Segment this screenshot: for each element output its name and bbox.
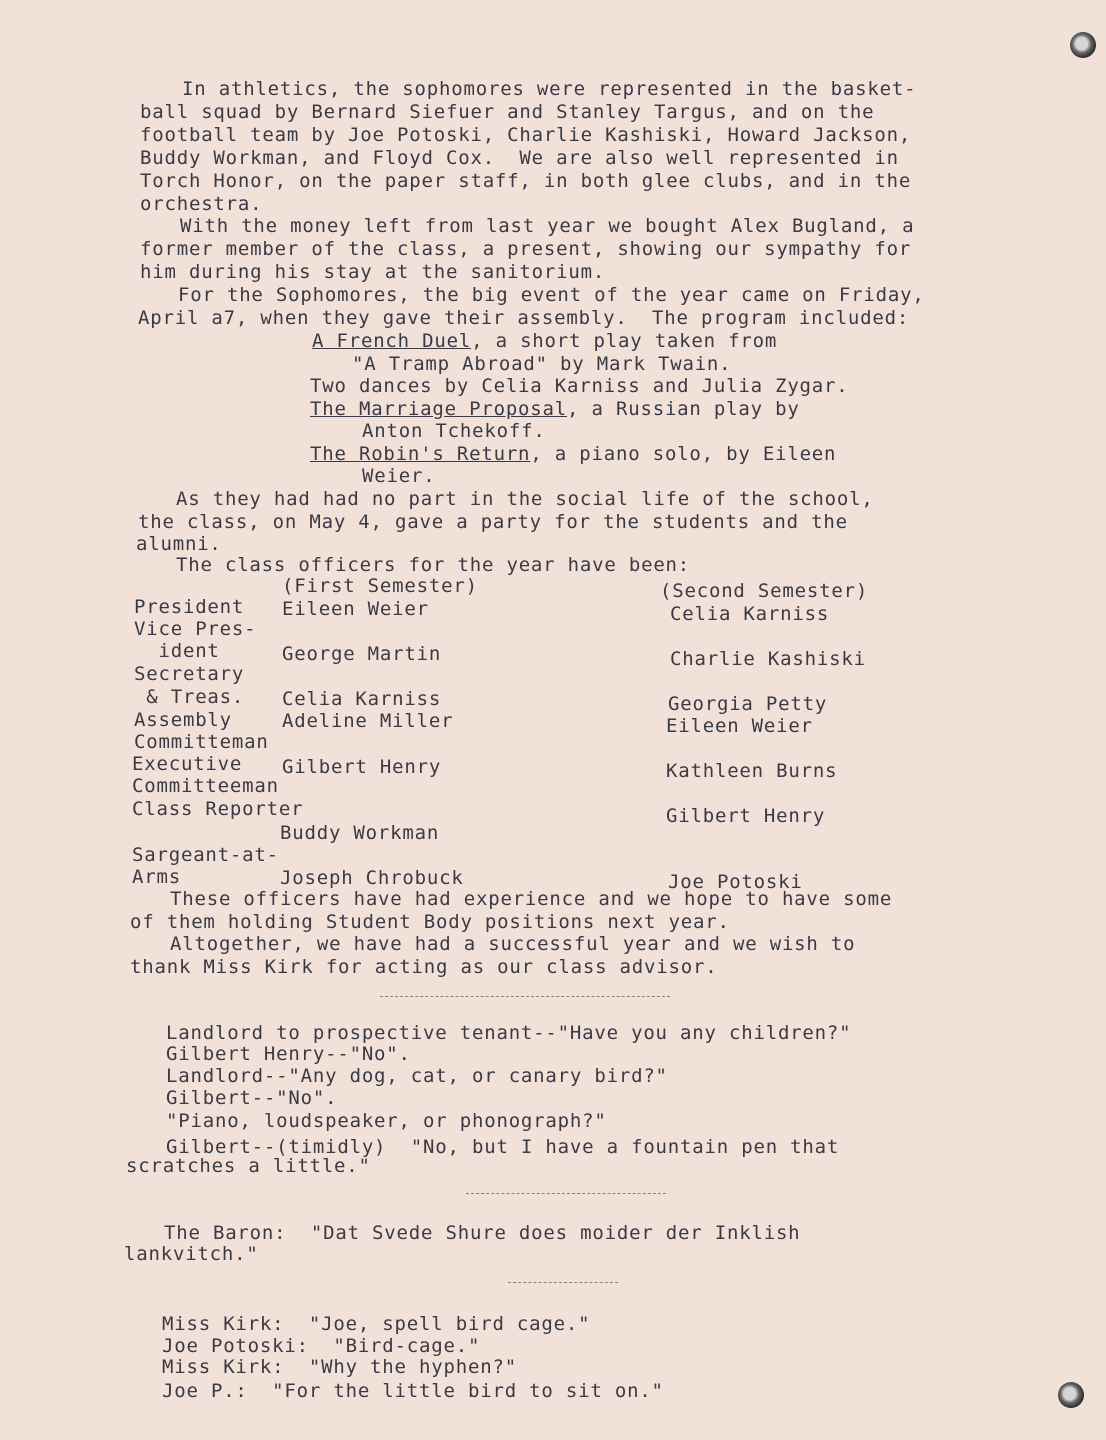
officer-role: Executive <box>132 753 243 775</box>
officer-role: Vice Pres- <box>134 618 257 640</box>
officers-intro: The class officers for the year have been: <box>176 554 691 576</box>
joke-line: lankvitch." <box>124 1243 259 1265</box>
joke-line: Miss Kirk: "Why the hyphen?" <box>162 1356 517 1378</box>
event-line: For the Sophomores, the big event of the year came on Friday, <box>178 284 925 306</box>
officer-role: Assembly <box>134 709 232 731</box>
athletics-line: Buddy Workman, and Floyd Cox. We are also well represented in <box>140 147 899 169</box>
second-semester-header: (Second Semester) <box>660 580 869 602</box>
joke-line: Gilbert--"No". <box>166 1087 338 1109</box>
divider-rule <box>380 996 670 997</box>
officer-role: Class Reporter <box>132 798 304 820</box>
closing-line: These officers have had experience and we hope to have some <box>170 888 893 910</box>
joke-line: Gilbert--(timidly) "No, but I have a fountain pen that <box>166 1136 840 1158</box>
officer-role: Arms <box>132 866 181 888</box>
athletics-line: Torch Honor, on the paper staff, in both glee clubs, and in the <box>140 170 912 192</box>
officer-role: Secretary <box>134 663 245 685</box>
officer-role: Committeeman <box>132 775 279 797</box>
closing-line: thank Miss Kirk for acting as our class advisor. <box>130 956 718 978</box>
officer-role: President <box>134 596 245 618</box>
divider-rule <box>466 1193 666 1194</box>
athletics-line: ball squad by Bernard Siefuer and Stanley Targus, and on the <box>140 101 875 123</box>
social-line: As they had had no part in the social life of the school, <box>176 488 874 510</box>
program-item-cont: Anton Tchekoff. <box>362 420 546 442</box>
social-line: alumni. <box>136 533 222 555</box>
money-line: him during his stay at the sanitorium. <box>140 261 606 283</box>
closing-line: of them holding Student Body positions next year. <box>130 911 730 933</box>
officer-second: Charlie Kashiski <box>670 648 866 670</box>
punch-hole-top <box>1070 32 1096 58</box>
athletics-line: football team by Joe Potoski, Charlie Kashiski, Howard Jackson, <box>140 124 912 146</box>
joke-line: The Baron: "Dat Svede Shure does moider der Inklish <box>164 1222 801 1244</box>
program-title: A French Duel <box>312 330 472 352</box>
program-item: Two dances by Celia Karniss and Julia Zygar. <box>310 375 849 397</box>
officer-first: Joseph Chrobuck <box>280 867 464 889</box>
program-item-cont: Weier. <box>362 465 436 487</box>
divider-rule <box>508 1282 618 1283</box>
joke-line: Joe P.: "For the little bird to sit on." <box>162 1380 664 1402</box>
social-line: the class, on May 4, gave a party for the students and the <box>138 511 848 533</box>
punch-hole-bottom <box>1058 1382 1084 1408</box>
joke-line: Gilbert Henry--"No". <box>166 1043 411 1065</box>
money-line: With the money left from last year we bought Alex Bugland, a <box>180 215 915 237</box>
officer-second: Georgia Petty <box>668 693 828 715</box>
officer-role: & Treas. <box>134 686 245 708</box>
program-item-cont: "A Tramp Abroad" by Mark Twain. <box>352 353 732 375</box>
program-item: The Marriage Proposal, a Russian play by <box>310 398 800 420</box>
first-semester-header: (First Semester) <box>282 575 478 597</box>
officer-first: Celia Karniss <box>282 688 442 710</box>
program-title: The Robin's Return <box>310 443 531 465</box>
officer-role: ident <box>134 640 220 662</box>
event-line: April a7, when they gave their assembly. The program included: <box>138 307 910 329</box>
closing-line: Altogether, we have had a successful year and we wish to <box>170 933 856 955</box>
officer-second: Gilbert Henry <box>666 805 826 827</box>
officer-second: Joe Potoski <box>668 871 803 893</box>
officer-role: Sargeant-at- <box>132 844 279 866</box>
joke-line: Joe Potoski: "Bird-cage." <box>162 1335 481 1357</box>
joke-line: scratches a little." <box>126 1155 371 1177</box>
officer-role: Committeman <box>134 731 269 753</box>
officer-second: Eileen Weier <box>666 715 813 737</box>
joke-line: "Piano, loudspeaker, or phonograph?" <box>166 1110 607 1132</box>
joke-line: Miss Kirk: "Joe, spell bird cage." <box>162 1313 591 1335</box>
officer-first: George Martin <box>282 643 442 665</box>
athletics-line: orchestra. <box>140 193 263 215</box>
officer-second: Celia Karniss <box>670 603 830 625</box>
money-line: former member of the class, a present, showing our sympathy for <box>140 238 912 260</box>
officer-second: Kathleen Burns <box>666 760 838 782</box>
officer-first: Adeline Miller <box>282 710 454 732</box>
program-item: A French Duel, a short play taken from <box>312 330 778 352</box>
program-item: The Robin's Return, a piano solo, by Eileen <box>310 443 837 465</box>
joke-line: Landlord--"Any dog, cat, or canary bird?" <box>166 1065 668 1087</box>
officer-first: Buddy Workman <box>280 822 440 844</box>
officer-first: Eileen Weier <box>282 598 429 620</box>
joke-line: Landlord to prospective tenant--"Have you any children?" <box>166 1022 852 1044</box>
athletics-line: In athletics, the sophomores were represented in the basket- <box>182 78 917 100</box>
officer-first: Gilbert Henry <box>282 756 442 778</box>
program-title: The Marriage Proposal <box>310 398 568 420</box>
